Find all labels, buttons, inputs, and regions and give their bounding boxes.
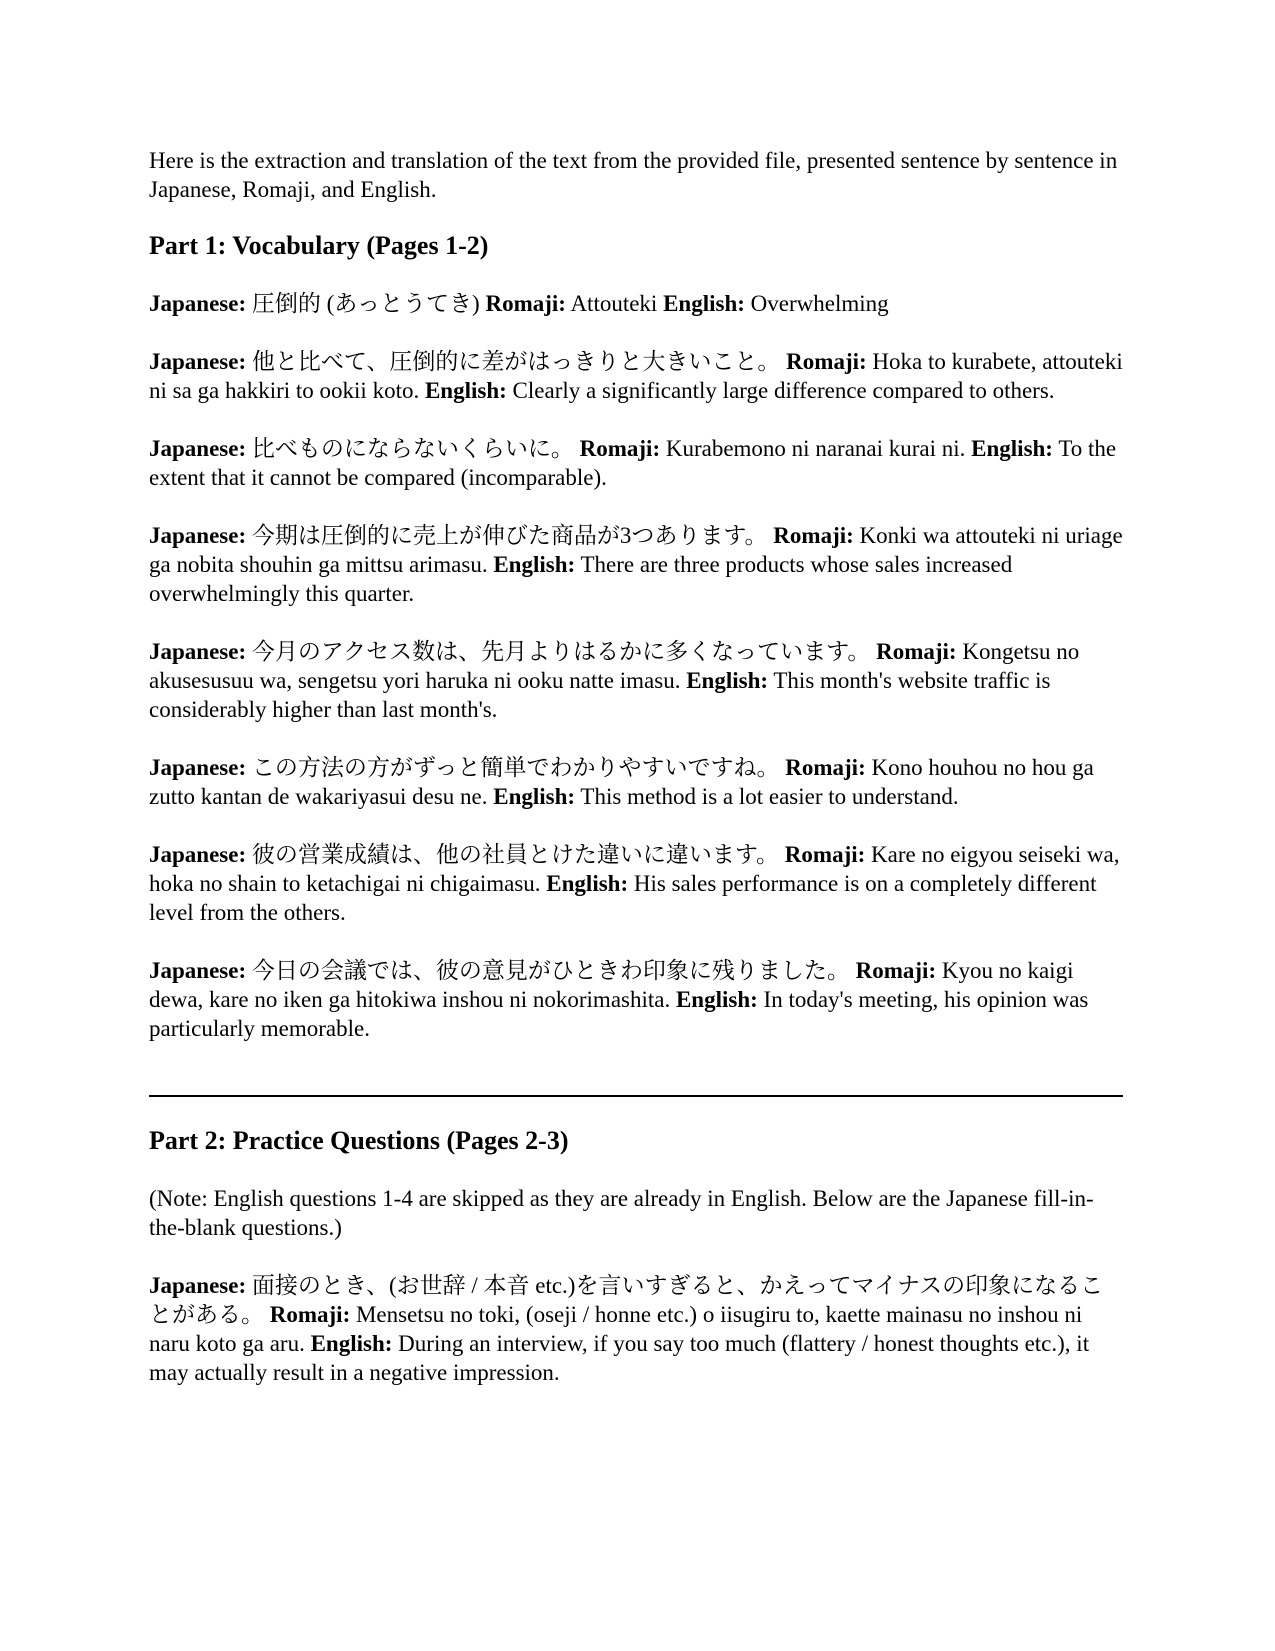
part1-entries — [149, 289, 1123, 1043]
romaji-label: Romaji: — [784, 842, 866, 867]
japanese-label: Japanese: — [149, 958, 247, 983]
japanese-text: 面接のとき、(お世辞 / 本音 etc.)を言いすぎると、かえってマイナスの印象になることがある。 — [149, 1273, 1104, 1327]
romaji-text: Kono houhou no hou ga zutto kantan de wakariyasui desu ne. — [149, 755, 1094, 809]
english-label: English: — [546, 871, 629, 896]
romaji-label: Romaji: — [786, 349, 867, 374]
english-label: English: — [675, 987, 758, 1012]
section-divider — [149, 1095, 1123, 1097]
romaji-label: Romaji: — [855, 958, 937, 983]
intro-paragraph: Here is the extraction and translation of the text from the provided file, presented sentence by sentence in Japanese, Romaji, and English. — [149, 148, 1118, 202]
romaji-text: Attouteki — [570, 291, 658, 316]
japanese-label: Japanese: — [149, 291, 247, 316]
vocab-entry — [149, 347, 1123, 405]
english-text: In today's meeting, his opinion was particularly memorable. — [149, 987, 1089, 1041]
romaji-text: Kurabemono ni naranai kurai ni. — [665, 436, 966, 461]
japanese-label: Japanese: — [149, 349, 247, 374]
japanese-label: Japanese: — [149, 523, 247, 548]
romaji-text: Kyou no kaigi dewa, kare no iken ga hitokiwa inshou ni nokorimashita. — [149, 958, 1074, 1012]
english-text: This month's website traffic is considerably higher than last month's. — [149, 668, 1051, 722]
romaji-label: Romaji: — [785, 755, 866, 780]
japanese-label: Japanese: — [149, 755, 247, 780]
english-label: English: — [686, 668, 769, 693]
english-label: English: — [663, 291, 745, 316]
japanese-text: 今月のアクセス数は、先月よりはるかに多くなっています。 — [251, 639, 871, 664]
vocab-entry — [149, 840, 1123, 927]
english-text: During an interview, if you say too much (flattery / honest thoughts etc.), it may actually result in a negative impression. — [149, 1331, 1090, 1385]
japanese-label: Japanese: — [149, 436, 247, 461]
vocab-entry — [149, 434, 1123, 492]
vocab-entry — [149, 753, 1123, 811]
romaji-text: Mensetsu no toki, (oseji / honne etc.) o iisugiru to, kaette mainasu no inshou ni naru koto ga aru. — [149, 1302, 1083, 1356]
english-text: This method is a lot easier to understand. — [580, 784, 959, 809]
romaji-label: Romaji: — [876, 639, 957, 664]
english-label: English: — [424, 378, 507, 403]
japanese-text: 今日の会議では、彼の意見がひときわ印象に残りました。 — [251, 958, 850, 983]
question-entry — [149, 1271, 1123, 1387]
part2-note: (Note: English questions 1-4 are skipped as they are already in English. Below are the Japanese fill-in-the-blank questions.) — [149, 1186, 1094, 1240]
japanese-text: 比べものにならないくらいに。 — [251, 436, 574, 461]
vocab-entry — [149, 521, 1123, 608]
document-page — [149, 146, 1123, 1416]
romaji-text: Kongetsu no akusesusuu wa, sengetsu yori haruka ni ooku natte imasu. — [149, 639, 1080, 693]
part2-heading: Part 2: Practice Questions (Pages 2-3) — [149, 1126, 569, 1155]
vocab-entry — [149, 637, 1123, 724]
part1-heading: Part 1: Vocabulary (Pages 1-2) — [149, 231, 489, 260]
romaji-label: Romaji: — [485, 291, 566, 316]
romaji-label: Romaji: — [269, 1302, 351, 1327]
japanese-label: Japanese: — [149, 842, 247, 867]
japanese-text: 他と比べて、圧倒的に差がはっきりと大きいこと。 — [251, 349, 781, 374]
japanese-text: 今期は圧倒的に売上が伸びた商品が3つあります。 — [251, 523, 768, 548]
romaji-label: Romaji: — [579, 436, 661, 461]
english-text: Overwhelming — [750, 291, 889, 316]
english-text: His sales performance is on a completely different level from the others. — [149, 871, 1097, 925]
japanese-label: Japanese: — [149, 1273, 247, 1298]
english-text: To the extent that it cannot be compared (incomparable). — [149, 436, 1117, 490]
japanese-text: 彼の営業成績は、他の社員とけた違いに違います。 — [251, 842, 780, 867]
romaji-text: Konki wa attouteki ni uriage ga nobita shouhin ga mittsu arimasu. — [149, 523, 1123, 577]
english-label: English: — [971, 436, 1053, 461]
part2-entries — [149, 1271, 1123, 1387]
english-label: English: — [493, 784, 576, 809]
romaji-text: Kare no eigyou seiseki wa, hoka no shain to ketachigai ni chigaimasu. — [149, 842, 1120, 896]
japanese-text: 圧倒的 (あっとうてき) — [251, 291, 480, 316]
romaji-text: Hoka to kurabete, attouteki ni sa ga hakkiri to ookii koto. — [149, 349, 1123, 403]
english-text: There are three products whose sales increased overwhelmingly this quarter. — [149, 552, 1013, 606]
japanese-label: Japanese: — [149, 639, 247, 664]
romaji-label: Romaji: — [773, 523, 854, 548]
english-label: English: — [310, 1331, 393, 1356]
english-text: Clearly a significantly large difference compared to others. — [512, 378, 1055, 403]
vocab-entry — [149, 289, 1123, 318]
japanese-text: この方法の方がずっと簡単でわかりやすいですね。 — [251, 755, 780, 780]
vocab-entry — [149, 956, 1123, 1043]
english-label: English: — [493, 552, 576, 577]
